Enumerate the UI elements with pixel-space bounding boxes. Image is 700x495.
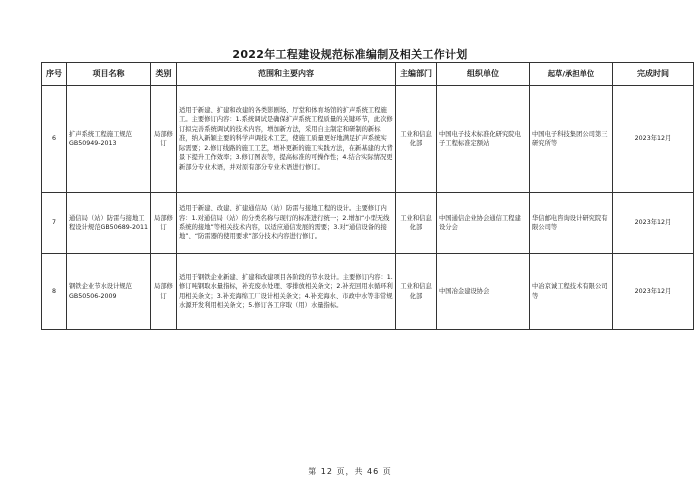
row-no: 6 (42, 86, 67, 193)
header-drafter: 起草/承担单位 (530, 63, 613, 86)
table-row (42, 254, 694, 330)
row-scope: 适用于新建、扩建和改建的各类影剧场、厅堂和体育场馆的扩声系统工程施工。主要修订内容：1.系统调试是确保扩声系统工程质量的关键环节，此次修订拟完善系统调试的技术内容，增加新方法，采用自主制定和研制的新标准，纳入新颖主要的科学声调技术工艺，使施工质量更好地满足扩声系统实际需要；2.修订线路的施工工艺，增补更新的施工实践方法，在新基建的大背景下提升工作效率；3.修订图表等，提高标准的可操作性；4.结合实际情况更新部分专业术语，并对原有部分专业术语进行修订。 (177, 86, 396, 193)
work-plan-table (41, 62, 694, 330)
row-category: 局部修订 (151, 193, 177, 254)
header-dept: 主编部门 (396, 63, 437, 86)
table-row (42, 86, 694, 193)
row-drafter: 中国电子科技集团公司第三研究所等 (530, 86, 613, 193)
row-no: 8 (42, 254, 67, 330)
row-dept: 工业和信息化部 (396, 86, 437, 193)
row-category: 局部修订 (151, 254, 177, 330)
table-row (42, 193, 694, 254)
row-category: 局部修订 (151, 86, 177, 193)
header-name: 项目名称 (67, 63, 151, 86)
row-dept: 工业和信息化部 (396, 254, 437, 330)
page-number: 第 12 页，共 46 页 (308, 467, 392, 476)
row-drafter: 华信邮电咨询设计研究院有限公司等 (530, 193, 613, 254)
header-completion: 完成时间 (613, 63, 694, 86)
table-header-row (42, 63, 694, 86)
page-title: 2022年工程建设规范标准编制及相关工作计划 (232, 48, 468, 61)
row-completion: 2023年12月 (613, 193, 694, 254)
row-dept: 工业和信息化部 (396, 193, 437, 254)
row-org: 中国电子技术标准化研究院电子工程标准定额站 (437, 86, 530, 193)
row-scope: 适用于钢铁企业新建、扩建和改建项目各阶段的节水设计。主要修订内容：1.修订吨钢取水量指标，补充废水处理、零排放相关条文；2.补充回用水循环利用相关条文；3.补充海绵工厂设计相关条文；4.补充海水、市政中水等非常规水源开发利用相关条文；5.修订各工序取（用）水量指标。 (177, 254, 396, 330)
row-completion: 2023年12月 (613, 254, 694, 330)
header-org: 组织单位 (437, 63, 530, 86)
row-project-name: 通信局（站）防雷与接地工程设计规范GB50689-2011 (67, 193, 151, 254)
row-org: 中国冶金建设协会 (437, 254, 530, 330)
row-completion: 2023年12月 (613, 86, 694, 193)
row-scope: 适用于新建、改建、扩建通信局（站）防雷与接地工程的设计。主要修订内容：1.对通信局（站）的分类名称与现行的标准进行统一；2.增加“小型无线系统的接地”等相关技术内容，以适应通信发展的需要；3.对“通信设备的接地”、“防雷器的使用要求”部分技术内容进行修订。 (177, 193, 396, 254)
header-scope: 范围和主要内容 (177, 63, 396, 86)
row-project-name: 扩声系统工程施工规范GB50949-2013 (67, 86, 151, 193)
row-drafter: 中冶京诚工程技术有限公司等 (530, 254, 613, 330)
row-project-name: 钢铁企业节水设计规范GB50506-2009 (67, 254, 151, 330)
row-no: 7 (42, 193, 67, 254)
header-category: 类别 (151, 63, 177, 86)
row-org: 中国通信企业协会通信工程建设分会 (437, 193, 530, 254)
header-no: 序号 (42, 63, 67, 86)
